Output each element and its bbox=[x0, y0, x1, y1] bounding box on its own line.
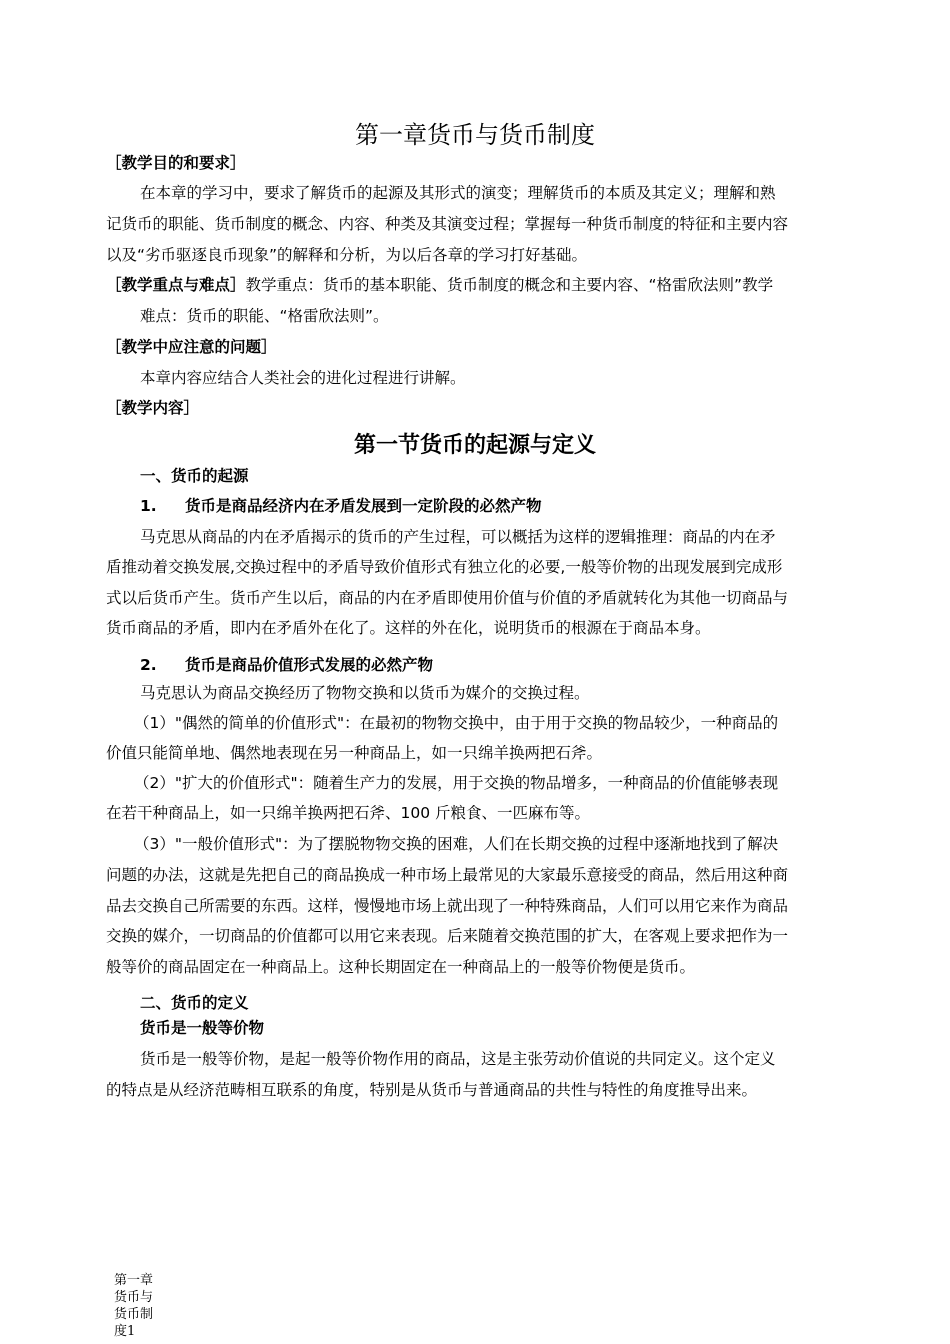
paragraph-line: （2）"扩大的价值形式"：随着生产力的发展，用于交换的物品增多，一种商品的价值能够表现 bbox=[134, 774, 779, 792]
paragraph-line: 交换的媒介，一切商品的价值都可以用它来表现。后来随着交换范围的扩大，在客观上要求把作为一 bbox=[106, 927, 789, 945]
subsection-subtitle: 货币是一般等价物 bbox=[140, 1019, 265, 1037]
paragraph-line: 品去交换自己所需要的东西。这样，慢慢地市场上就出现了一种特殊商品，人们可以用它来作为商品 bbox=[106, 897, 789, 915]
subsection-title: 一、货币的起源 bbox=[140, 467, 249, 485]
objectives-line: 在本章的学习中，要求了解货币的起源及其形式的演变；理解货币的本质及其定义；理解和熟 bbox=[140, 184, 776, 202]
content-heading: ［教学内容］ bbox=[106, 399, 200, 417]
notes-heading: ［教学中应注意的问题］ bbox=[106, 338, 277, 356]
objectives-heading: ［教学目的和要求］ bbox=[106, 154, 246, 172]
point-title: 货币是商品价值形式发展的必然产物 bbox=[185, 656, 434, 674]
paragraph-line: （3）"一般价值形式"：为了摆脱物物交换的困难，人们在长期交换的过程中逐渐地找到了解决 bbox=[134, 835, 779, 853]
paragraph-line: 在若干种商品上，如一只绵羊换两把石斧、100 斤粮食、一匹麻布等。 bbox=[106, 804, 591, 822]
key-points-line: 难点：货币的职能、“格雷欣法则”。 bbox=[140, 307, 389, 325]
paragraph-line: 问题的办法，这就是先把自己的商品换成一种市场上最常见的大家最乐意接受的商品，然后用这种商 bbox=[106, 866, 789, 884]
paragraph-line: 马克思认为商品交换经历了物物交换和以货币为媒介的交换过程。 bbox=[140, 684, 590, 702]
key-points-paragraph bbox=[106, 275, 773, 295]
section-title: 第一节货币的起源与定义 bbox=[353, 433, 596, 458]
subsection-title: 二、货币的定义 bbox=[140, 994, 249, 1012]
paragraph-line: （1）"偶然的简单的价值形式"：在最初的物物交换中，由于用于交换的物品较少，一种商品的 bbox=[134, 714, 779, 732]
paragraph-line: 价值只能简单地、偶然地表现在另一种商品上，如一只绵羊换两把石斧。 bbox=[106, 744, 603, 762]
page-footer: 第一章货币与货币制度1 bbox=[114, 1273, 154, 1339]
paragraph-line: 马克思从商品的内在矛盾揭示的货币的产生过程，可以概括为这样的逻辑推理：商品的内在矛 bbox=[140, 528, 776, 546]
key-points-line: 教学重点：货币的基本职能、货币制度的概念和主要内容、“格雷欣法则”教学 bbox=[245, 276, 774, 294]
point-number: 1. bbox=[140, 497, 157, 515]
paragraph-line: 货币商品的矛盾，即内在矛盾外在化了。这样的外在化，说明货币的根源在于商品本身。 bbox=[106, 619, 711, 637]
objectives-line: 以及“劣币驱逐良币现象”的解释和分析，为以后各章的学习打好基础。 bbox=[106, 246, 588, 264]
point-number: 2. bbox=[140, 656, 157, 674]
paragraph-line: 式以后货币产生。货币产生以后，商品的内在矛盾即使用价值与价值的矛盾就转化为其他一切商品与 bbox=[106, 589, 789, 607]
paragraph-line: 货币是一般等价物，是起一般等价物作用的商品，这是主张劳动价值说的共同定义。这个定义 bbox=[140, 1050, 776, 1068]
point-heading bbox=[140, 496, 542, 516]
paragraph-line: 般等价的商品固定在一种商品上。这种长期固定在一种商品上的一般等价物便是货币。 bbox=[106, 958, 696, 976]
point-heading bbox=[140, 655, 433, 675]
paragraph-line: 的特点是从经济范畴相互联系的角度，特别是从货币与普通商品的共性与特性的角度推导出来。 bbox=[106, 1081, 758, 1099]
point-title: 货币是商品经济内在矛盾发展到一定阶段的必然产物 bbox=[185, 497, 542, 515]
objectives-line: 记货币的职能、货币制度的概念、内容、种类及其演变过程；掌握每一种货币制度的特征和主要内容 bbox=[106, 215, 789, 233]
notes-text: 本章内容应结合人类社会的进化过程进行讲解。 bbox=[140, 369, 466, 387]
chapter-title: 第一章货币与货币制度 bbox=[355, 121, 595, 149]
key-points-heading: ［教学重点与难点］ bbox=[106, 276, 246, 294]
paragraph-line: 盾推动着交换发展,交换过程中的矛盾导致价值形式有独立化的必要,一般等价物的出现发展到完成形 bbox=[106, 558, 783, 576]
